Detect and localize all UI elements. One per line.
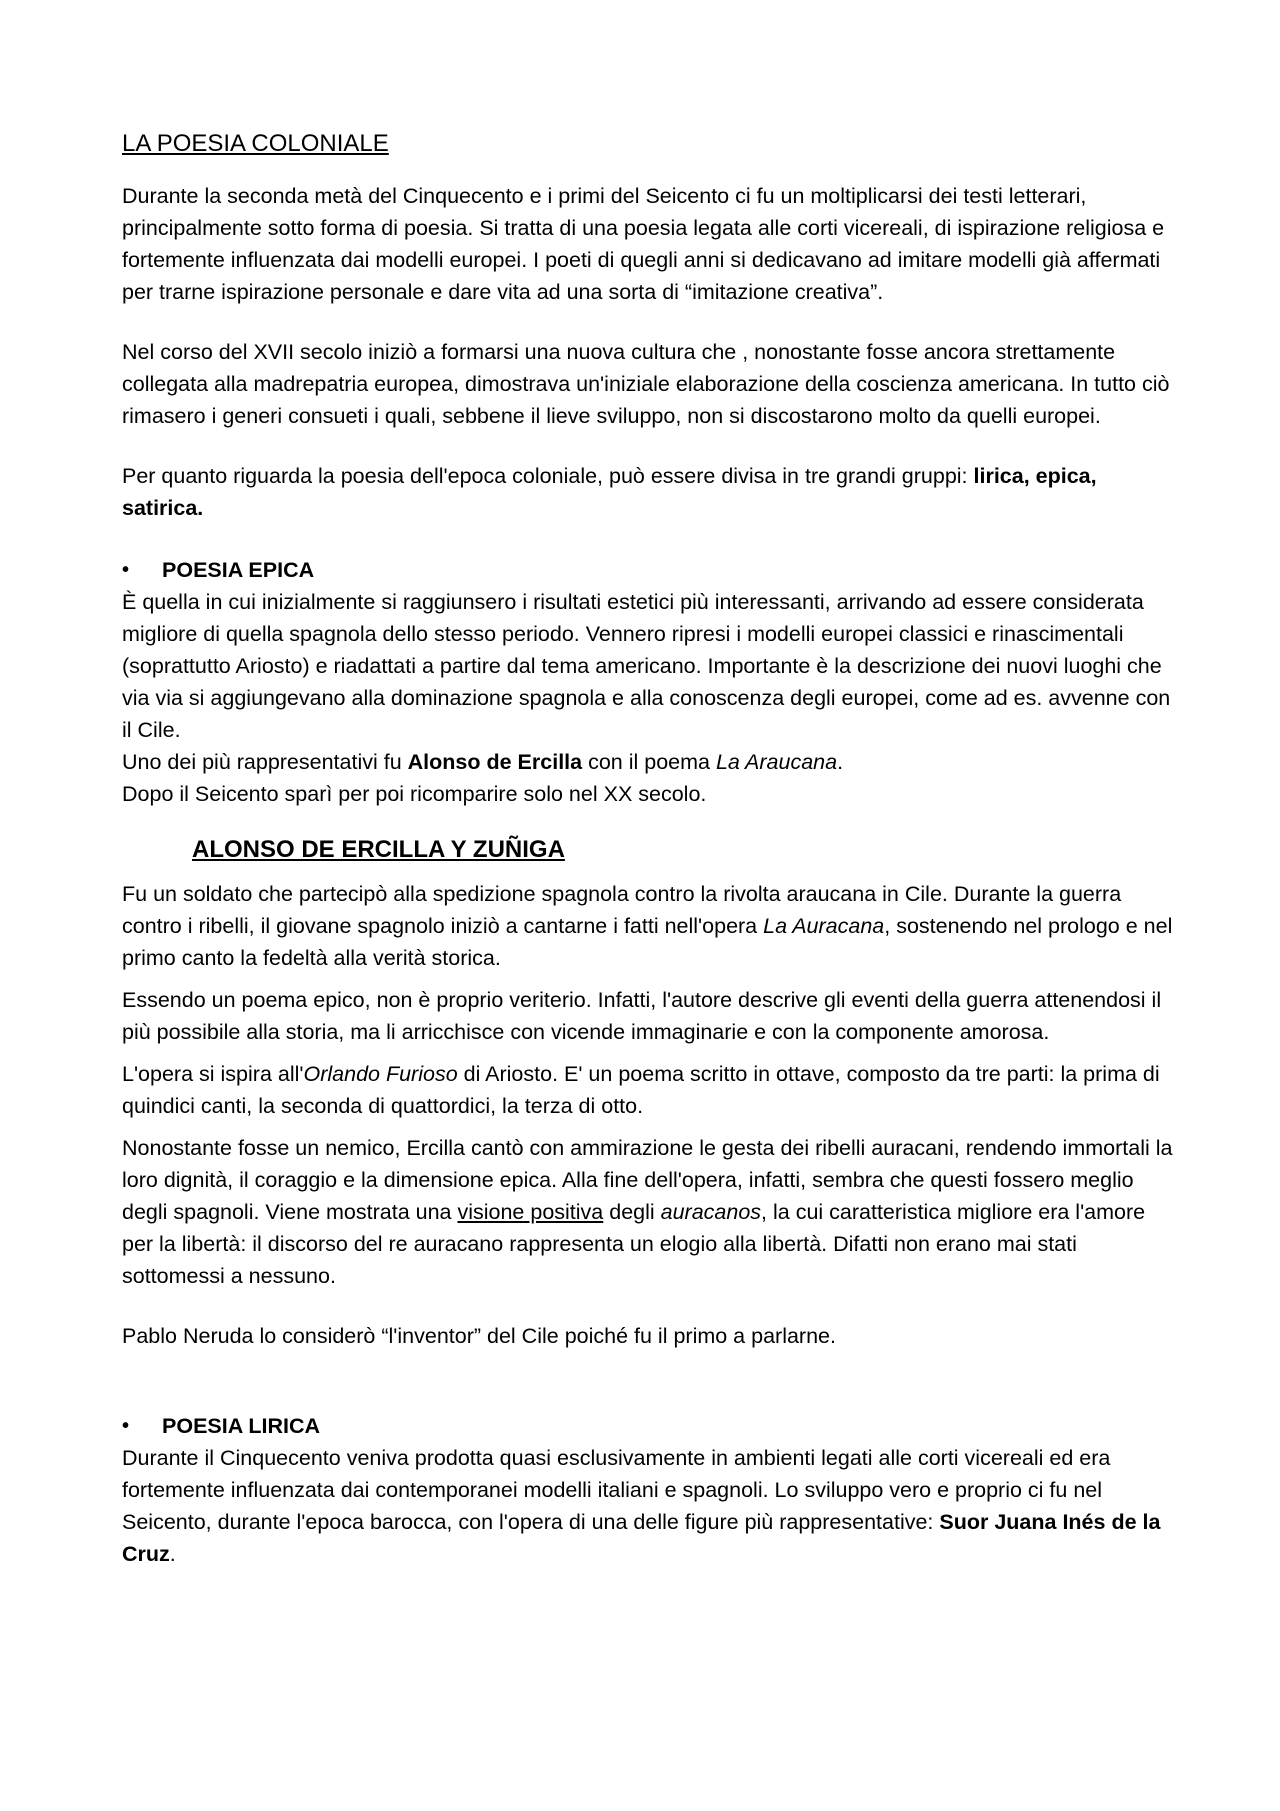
ercilla-p3-work: Orlando Furioso — [303, 1062, 458, 1086]
ercilla-p4-underlined: visione positiva — [457, 1200, 604, 1224]
ercilla-paragraph-5: Pablo Neruda lo considerò “l'inventor” del Cile poiché fu il primo a parlarne. — [122, 1324, 836, 1348]
ercilla-p4-pre: Nonostante fosse un nemico, Ercilla cantò con ammirazione le gesta dei ribelli auracani, rendendo immortali la loro dignità, il coraggio e la dimensione epica. Alla fine dell'opera, infatti, sembra che questi fossero meglio degli spagnoli. Viene mostrata una — [122, 1136, 1173, 1224]
intro-paragraph-3 — [122, 460, 1182, 524]
intro-p3-genres: lirica, epica, satirica. — [122, 464, 1097, 520]
intro-p3-text: Per quanto riguarda la poesia dell'epoca coloniale, può essere divisa in tre grandi gruppi: — [122, 464, 974, 488]
epica-p2-mid: con il poema — [582, 750, 716, 774]
epica-p2-pre: Uno dei più rappresentativi fu — [122, 750, 408, 774]
ercilla-p4-mid: degli — [603, 1200, 661, 1224]
lirica-p1-end: . — [169, 1542, 176, 1566]
section-heading-lirica — [122, 1410, 1182, 1442]
ercilla-paragraph-3 — [122, 1058, 1182, 1122]
ercilla-p4-italic: auracanos — [660, 1200, 762, 1224]
page-title: LA POESIA COLONIALE — [122, 130, 389, 157]
ercilla-p1-work: La Auracana — [763, 914, 885, 938]
epica-p2-work: La Araucana — [715, 750, 838, 774]
ercilla-p3-pre: L'opera si ispira all' — [122, 1062, 304, 1086]
ercilla-paragraph-1 — [122, 878, 1182, 974]
epica-paragraph-1: È quella in cui inizialmente si raggiunsero i risultati estetici più interessanti, arrivando ad essere considerata migliore di quella spagnola dello stesso periodo. Vennero ripresi i modelli europei classici e rinascimentali (soprattutto Ariosto) e riadattati a partire dal tema americano. Importante è la descrizione dei nuovi luoghi che via via si aggiungevano alla dominazione spagnola e alla conoscenza degli europei, come ad es. avvenne con il Cile. — [122, 590, 1171, 742]
bullet-icon: • — [122, 1415, 130, 1437]
ercilla-p1-end: , sostenendo nel prologo e nel primo canto la fedeltà alla verità storica. — [122, 914, 1173, 970]
section-heading-epica — [122, 554, 1182, 586]
document-page — [122, 124, 1182, 1570]
intro-paragraph-1: Durante la seconda metà del Cinquecento e i primi del Seicento ci fu un moltiplicarsi dei testi letterari, principalmente sotto forma di poesia. Si tratta di una poesia legata alle corti vicereali, di ispirazione religiosa e fortemente influenzata dai modelli europei. I poeti di quegli anni si dedicavano ad imitare modelli già affermati per trarne ispirazione personale e dare vita ad una sorta di “imitazione creativa”. — [122, 184, 1165, 304]
intro-paragraph-2: Nel corso del XVII secolo iniziò a formarsi una nuova cultura che , nonostante fosse ancora strettamente collegata alla madrepatria europea, dimostrava un'iniziale elaborazione della coscienza americana. In tutto ciò rimasero i generi consueti i quali, sebbene il lieve sviluppo, non si discostarono molto da quelli europei. — [122, 340, 1170, 428]
epica-paragraph-3: Dopo il Seicento sparì per poi ricomparire solo nel XX secolo. — [122, 782, 707, 806]
epica-paragraph-2 — [122, 746, 1182, 778]
ercilla-paragraph-2: Essendo un poema epico, non è proprio veriterio. Infatti, l'autore descrive gli eventi della guerra attenendosi il più possibile alla storia, ma li arricchisce con vicende immaginarie e con la componente amorosa. — [122, 988, 1162, 1044]
section-heading-ercilla: ALONSO DE ERCILLA Y ZUÑIGA — [192, 836, 565, 863]
ercilla-p3-end: di Ariosto. E' un poema scritto in ottave, composto da tre parti: la prima di quindici canti, la seconda di quattordici, la terza di otto. — [122, 1062, 1160, 1118]
ercilla-paragraph-4 — [122, 1132, 1182, 1292]
heading-text-lirica: POESIA LIRICA — [162, 1414, 321, 1438]
lirica-p1-pre: Durante il Cinquecento veniva prodotta quasi esclusivamente in ambienti legati alle corti vicereali ed era fortemente influenzata dai contemporanei modelli italiani e spagnoli. Lo sviluppo vero e proprio ci fu nel Seicento, durante l'epoca barocca, con l'opera di una delle figure più rappresentative: — [122, 1446, 1111, 1534]
epica-p2-end: . — [837, 750, 844, 774]
bullet-icon: • — [122, 559, 130, 581]
heading-text-epica: POESIA EPICA — [162, 558, 315, 582]
ercilla-p4-end: , la cui caratteristica migliore era l'amore per la libertà: il discorso del re auracano rappresenta un elogio alla libertà. Difatti non erano mai stati sottomessi a nessuno. — [122, 1200, 1146, 1288]
epica-p2-author: Alonso de Ercilla — [407, 750, 583, 774]
lirica-paragraph-1 — [122, 1442, 1182, 1570]
ercilla-p1-pre: Fu un soldato che partecipò alla spedizione spagnola contro la rivolta araucana in Cile. Durante la guerra contro i ribelli, il giovane spagnolo iniziò a cantarne i fatti nell'opera — [122, 882, 1122, 938]
lirica-p1-author: Suor Juana Inés de la Cruz — [122, 1510, 1161, 1566]
